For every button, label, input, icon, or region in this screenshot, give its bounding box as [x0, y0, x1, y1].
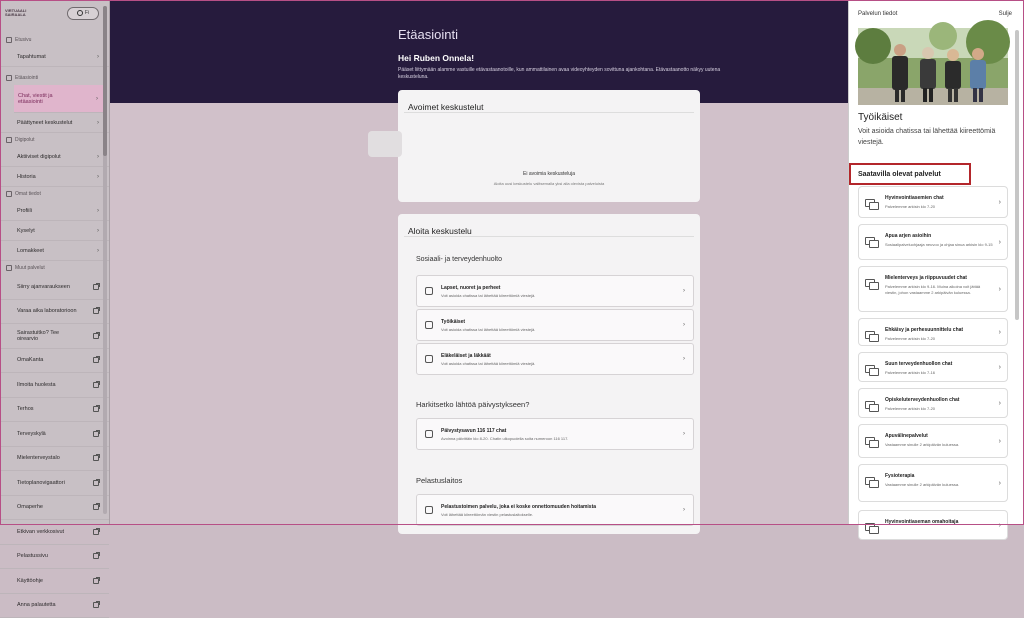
chevron-right-icon: ›: [683, 322, 685, 328]
sidebar-external-link[interactable]: Käyttöohje: [0, 569, 109, 594]
external-link-icon: [93, 406, 99, 412]
sidebar-external-link[interactable]: Mielenterveystalo: [0, 447, 109, 472]
sidebar-item-tapahtumat[interactable]: Tapahtumat ›: [0, 47, 109, 67]
chat-bubbles-icon: [865, 199, 877, 208]
chevron-right-icon: ›: [683, 507, 685, 513]
panel-scrollbar[interactable]: [1015, 30, 1019, 320]
chevron-right-icon: ›: [97, 54, 99, 60]
sidebar: [0, 0, 110, 525]
sidebar-item-chat[interactable]: Chat, viestit ja etäasiointi ›: [14, 85, 106, 113]
sidebar-external-link[interactable]: Omaperhe: [0, 496, 109, 521]
panel-service-item[interactable]: Mielenterveys ja riippuvuudet chat Palvelemme arkisin klo 9-16. Muina aikoina voit jättää viestin, johon vastaamme 2 arkipäivän kuluessa. ›: [858, 266, 1008, 312]
path-icon: [6, 137, 12, 143]
service-pelastus[interactable]: Pelastustoimen palvelu, joka ei koske onnettomuuden hoitamista Voit lähettää kiireettömän viestin pelastuslaitokselle. ›: [416, 494, 694, 526]
sidebar-external-link[interactable]: Etkivan verkkosivut: [0, 520, 109, 545]
chevron-right-icon: ›: [97, 120, 99, 126]
chat-bubbles-icon: [865, 477, 877, 486]
main-content: [110, 0, 848, 525]
sidebar-item-lomakkeet[interactable]: Lomakkeet ›: [0, 241, 109, 261]
panel-service-item[interactable]: Fysioterapia Vastaamme sinulle 2 arkipäivän kuluessa. ›: [858, 464, 1008, 502]
panel-service-title: Työikäiset: [858, 112, 902, 123]
group-title-sote: Sosiaali- ja terveydenhuolto: [416, 256, 502, 263]
panel-service-item[interactable]: Hyvinvointiaseman omahoitaja ›: [858, 510, 1008, 540]
sidebar-external-link[interactable]: Terveyskylä: [0, 422, 109, 447]
sidebar-external-link[interactable]: Siirry ajanvaraukseen: [0, 275, 109, 300]
grid-icon: [6, 265, 12, 271]
empty-title: Ei avoimia keskusteluja: [398, 171, 700, 177]
chevron-right-icon: ›: [97, 228, 99, 234]
stroller-icon: [425, 287, 433, 295]
language-button[interactable]: [67, 7, 99, 20]
chevron-right-icon: ›: [999, 239, 1001, 246]
app-logo: VIRTUAALI SAIRAALA: [5, 9, 33, 17]
external-link-icon: [93, 431, 99, 437]
chat-bubbles-icon: [865, 401, 877, 410]
sidebar-item-historia[interactable]: Historia ›: [0, 167, 109, 187]
group-title-paivystys: Harkitsetko lähtöä päivystykseen?: [416, 400, 529, 409]
sidebar-scrollbar[interactable]: [103, 6, 107, 514]
chevron-right-icon: ›: [683, 356, 685, 362]
hero-banner: [110, 0, 848, 103]
sidebar-external-link[interactable]: Varaa aika laboratorioon: [0, 300, 109, 325]
user-icon: [6, 191, 12, 197]
external-link-icon: [93, 529, 99, 535]
greeting: Hei Ruben Onnela!: [398, 53, 728, 63]
chevron-right-icon: ›: [999, 522, 1001, 529]
chevron-right-icon: ›: [97, 248, 99, 254]
panel-header: Palvelun tiedot: [858, 11, 897, 17]
chat-bubbles-icon: [865, 279, 877, 288]
sidebar-section-digipolut: Digipolut: [0, 133, 109, 147]
external-link-icon: [93, 357, 99, 363]
chat-bubbles-icon: [865, 523, 877, 532]
chevron-right-icon: ›: [97, 154, 99, 160]
panel-service-item[interactable]: Hyvinvointiasemien chat Palvelemme arkisin klo 7-20 ›: [858, 186, 1008, 218]
sidebar-section-muut-palvelut: Muut palvelut: [0, 261, 109, 275]
globe-icon: [77, 10, 83, 16]
person-icon: [425, 321, 433, 329]
chat-bubbles-icon: [865, 331, 877, 340]
chat-bubble-icon: [425, 430, 433, 438]
external-link-icon: [93, 578, 99, 584]
service-tyoikaiset[interactable]: Työikäiset Voit asioida chatissa tai lähettää kiireettömiä viestejä. ›: [416, 309, 694, 341]
external-link-icon: [93, 480, 99, 486]
empty-chat-icon: [368, 131, 402, 157]
chevron-right-icon: ›: [999, 480, 1001, 487]
sidebar-section-etaasiointi: Etäasiointi: [0, 71, 109, 85]
sidebar-section-etusivu[interactable]: Etusivu: [0, 33, 109, 47]
chevron-right-icon: ›: [999, 438, 1001, 445]
chat-bubbles-icon: [865, 237, 877, 246]
external-link-icon: [93, 308, 99, 314]
panel-service-desc: Voit asioida chatissa tai lähettää kiireettömiä viestejä.: [858, 126, 1003, 148]
chevron-right-icon: ›: [97, 208, 99, 214]
chat-bubbles-icon: [865, 437, 877, 446]
chevron-right-icon: ›: [683, 431, 685, 437]
sidebar-item-kyselyt[interactable]: Kyselyt ›: [0, 221, 109, 241]
chevron-right-icon: ›: [999, 286, 1001, 293]
chevron-right-icon: ›: [999, 199, 1001, 206]
chat-icon: [6, 75, 12, 81]
sidebar-external-link[interactable]: Anna palautetta: [0, 594, 109, 618]
sidebar-item-paattyneet[interactable]: Päättyneet keskustelut ›: [0, 113, 109, 133]
external-link-icon: [93, 284, 99, 290]
panel-service-item[interactable]: Apua arjen asioihin Sosiaalipalveluohjaaja neuvoo ja ohjaa sinua arkisin klo 9-15 ›: [858, 224, 1008, 260]
external-link-icon: [93, 455, 99, 461]
panel-service-item[interactable]: Opiskeluterveydenhuollon chat Palvelemme arkisin klo 7-20 ›: [858, 388, 1008, 418]
sidebar-external-link[interactable]: OmaKanta: [0, 349, 109, 374]
service-paivystysapu[interactable]: Päivystysavun 116 117 chat Avoinna päivittäin klo 8-20. Chatin ulkopuolella soita numeroon 116 117. ›: [416, 418, 694, 450]
sidebar-external-link[interactable]: Tietoplanovigaattori: [0, 471, 109, 496]
people-icon: [425, 506, 433, 514]
available-services-title: Saatavilla olevat palvelut: [849, 163, 971, 185]
language-label: Fi: [85, 10, 89, 16]
panel-service-item[interactable]: Ehkäisy ja perhesuunnittelu chat Palvelemme arkisin klo 7-20 ›: [858, 318, 1008, 346]
service-lapset[interactable]: Lapset, nuoret ja perheet Voit asioida chatissa tai lähettää kiireettömiä viestejä. ›: [416, 275, 694, 307]
external-link-icon: [93, 333, 99, 339]
home-icon: [6, 37, 12, 43]
sidebar-item-aktiiviset[interactable]: Aktiiviset digipolut ›: [0, 147, 109, 167]
group-title-pelastus: Pelastuslaitos: [416, 476, 462, 485]
close-button[interactable]: Sulje: [999, 11, 1012, 17]
service-elakelaiset[interactable]: Eläkeläiset ja läkkäät Voit asioida chatissa tai lähettää kiireettömiä viestejä. ›: [416, 343, 694, 375]
chevron-right-icon: ›: [999, 400, 1001, 407]
external-link-icon: [93, 382, 99, 388]
sidebar-section-omat-tiedot: Omat tiedot: [0, 187, 109, 201]
service-photo: [858, 28, 1008, 105]
hero-text: Pääset liittymään alamme vastuille etävastaanotoille, kun ammattilainen avaa videoyhteyden sovittuna ajankohtana. Etävastaanotto näkyy uutena keskusteluna.: [398, 67, 728, 81]
external-link-icon: [93, 504, 99, 510]
chevron-right-icon: ›: [96, 96, 98, 102]
sidebar-item-profiili[interactable]: Profiili ›: [0, 201, 109, 221]
elderly-icon: [425, 355, 433, 363]
sidebar-external-link[interactable]: Sairastuitko? Tee oirearvio: [0, 324, 109, 349]
start-chat-title: Aloita keskustelu: [398, 214, 700, 236]
chat-bubbles-icon: [865, 365, 877, 374]
open-chats-title: Avoimet keskustelut: [398, 90, 700, 112]
chevron-right-icon: ›: [999, 364, 1001, 371]
panel-service-item[interactable]: Apuvälinepalvelut Vastaamme sinulle 2 arkipäivän kuluessa. ›: [858, 424, 1008, 458]
empty-subtitle: Aloita uusi keskustelu valitsemalla yksi alla olevista palveluista: [398, 181, 700, 186]
external-link-icon: [93, 553, 99, 559]
panel-service-item[interactable]: Suun terveydenhuollon chat Palvelemme arkisin klo 7-16 ›: [858, 352, 1008, 382]
service-info-panel: [848, 0, 1024, 525]
chevron-right-icon: ›: [683, 288, 685, 294]
sidebar-external-link[interactable]: Terhos: [0, 398, 109, 423]
chevron-right-icon: ›: [999, 329, 1001, 336]
sidebar-external-link[interactable]: Pelastussivu: [0, 545, 109, 570]
sidebar-external-link[interactable]: Ilmoita huolesta: [0, 373, 109, 398]
chevron-right-icon: ›: [97, 174, 99, 180]
external-link-icon: [93, 602, 99, 608]
page-title: Etäasiointi: [398, 27, 728, 42]
